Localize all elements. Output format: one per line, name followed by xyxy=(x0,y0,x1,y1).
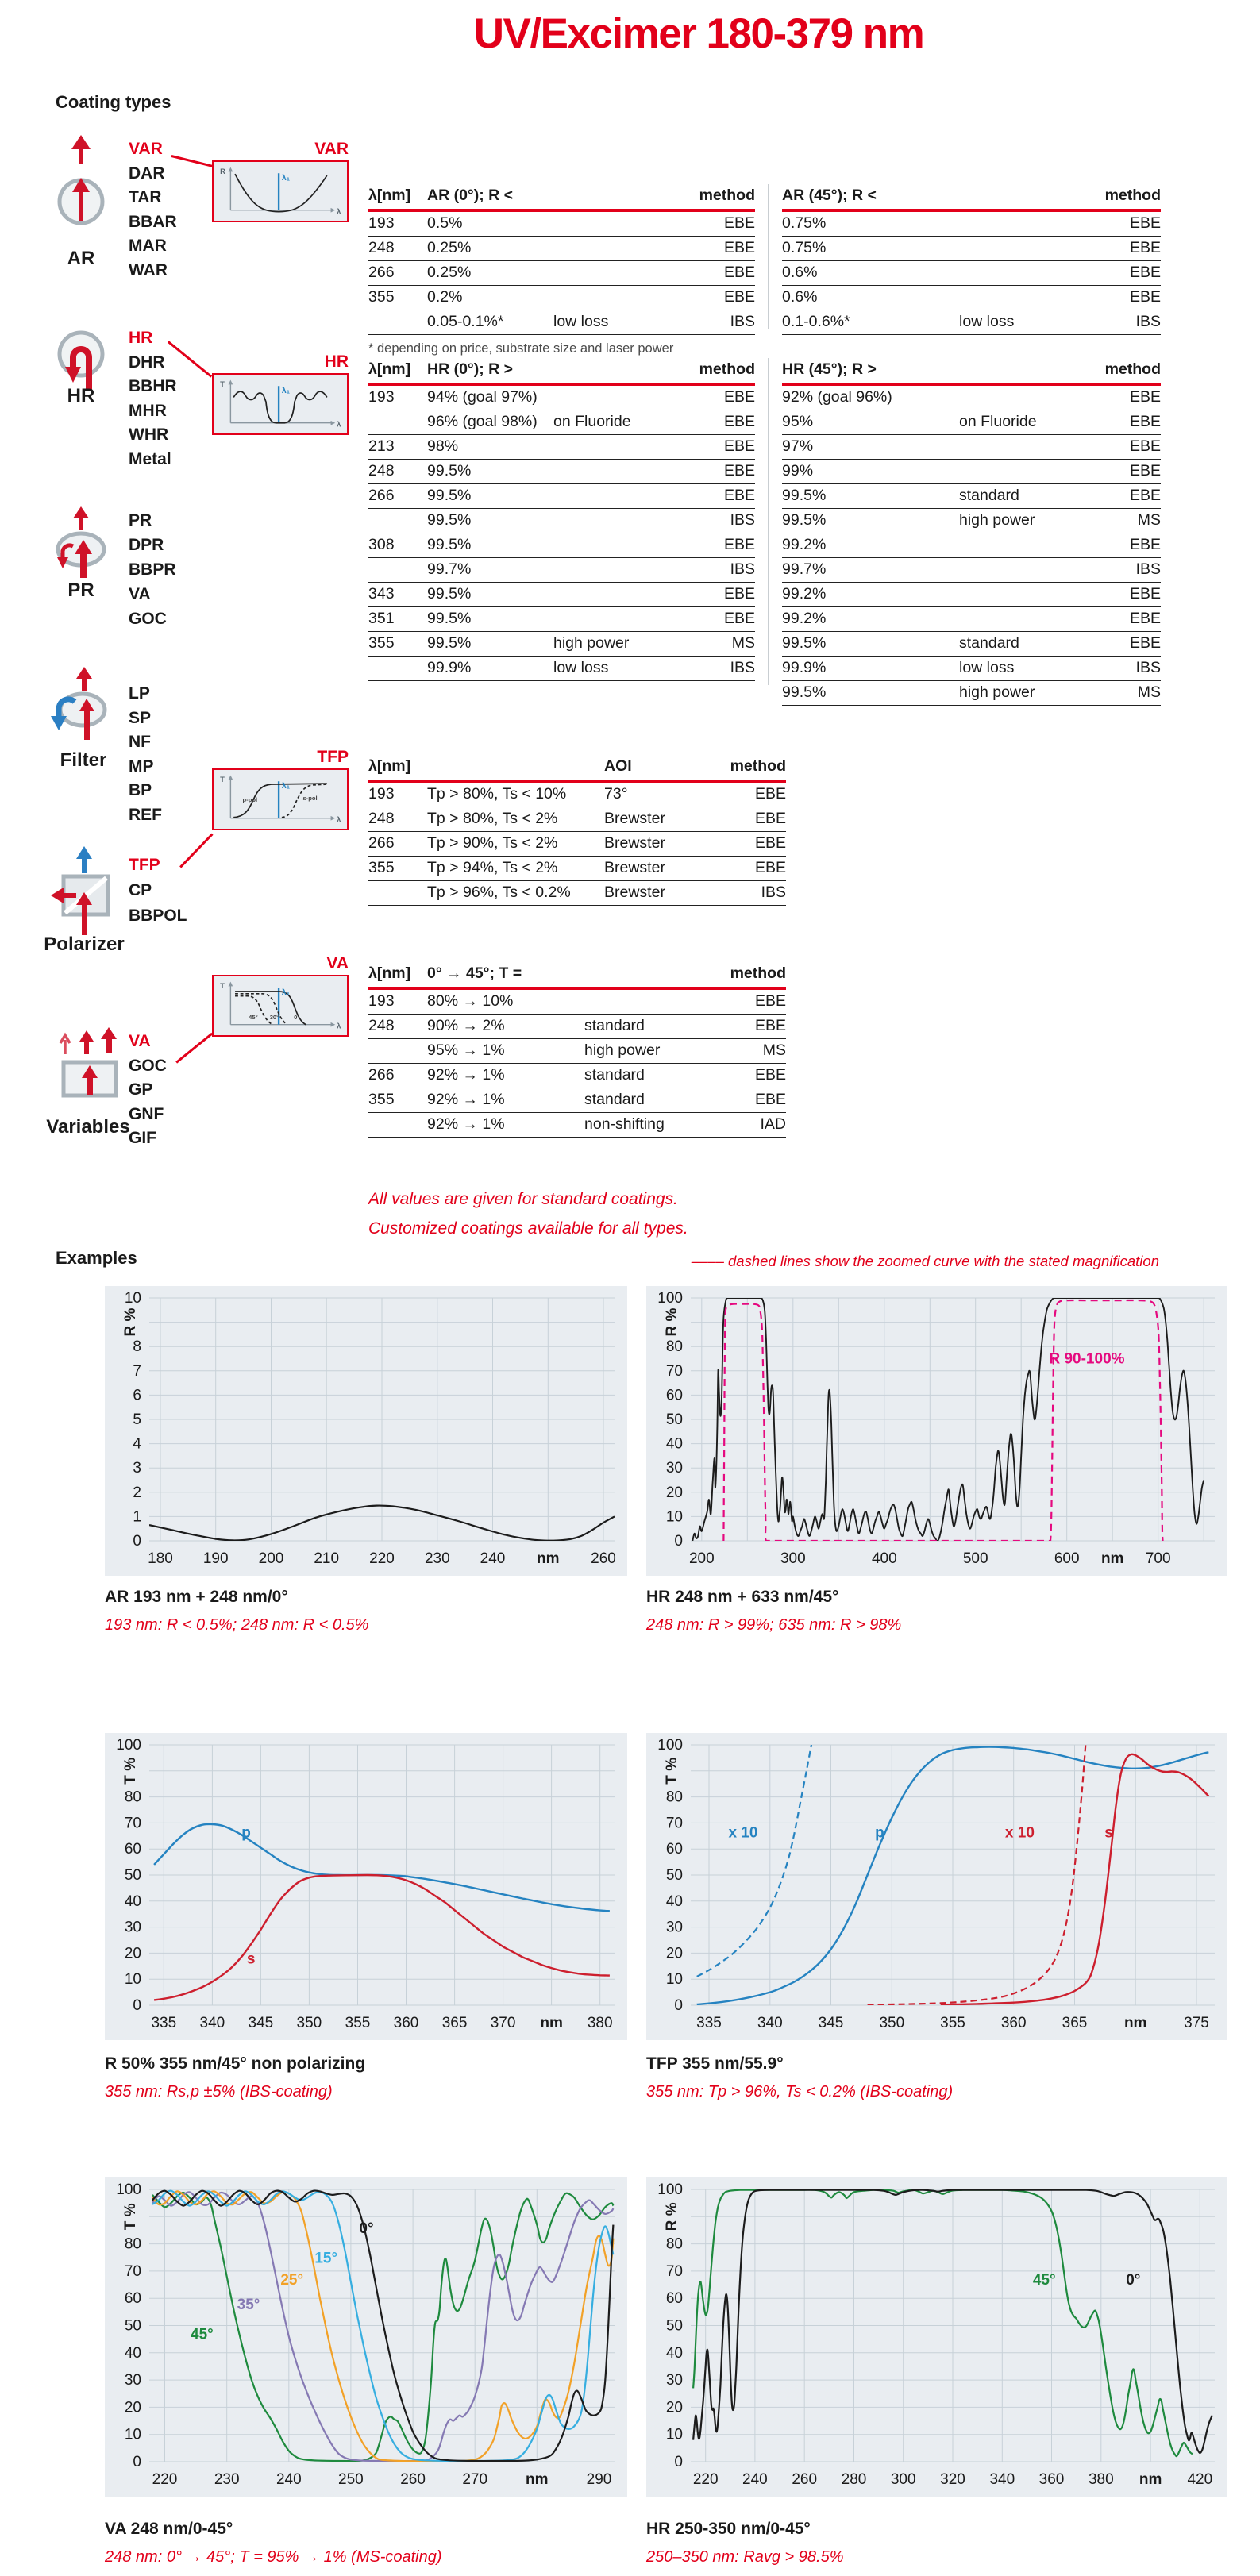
filter-group-label: Filter xyxy=(60,749,107,771)
hr-0deg-table xyxy=(368,355,755,681)
tfp-inset-diagram xyxy=(212,768,349,830)
table-divider xyxy=(768,184,769,329)
svg-text:365: 365 xyxy=(441,2015,468,2031)
table-row: 99.9% low loss IBS xyxy=(368,657,755,681)
chart-title: R 50% 355 nm/45° non polarizing xyxy=(105,2054,366,2073)
coating-type-item: VAR xyxy=(129,140,163,158)
chart-caption: 248 nm: 0° → 45°; T = 95% → 1% (MS-coating) xyxy=(105,2548,442,2566)
table-row: 0.6% EBE xyxy=(782,286,1161,310)
ar-45deg-table-body xyxy=(782,212,1161,335)
svg-text:200: 200 xyxy=(688,1550,715,1567)
pr-group-label: PR xyxy=(67,580,94,601)
svg-text:210: 210 xyxy=(314,1550,340,1567)
svg-text:300: 300 xyxy=(780,1550,806,1567)
svg-text:240: 240 xyxy=(480,1550,506,1567)
coating-type-item: DHR xyxy=(129,352,165,372)
svg-text:100: 100 xyxy=(116,2181,141,2198)
svg-text:s-pol: s-pol xyxy=(302,794,318,802)
chart-va-248 xyxy=(105,2177,627,2497)
svg-text:40: 40 xyxy=(665,1435,683,1453)
va-table-header: λ[nm] 0° → 45°; T = method xyxy=(368,965,786,982)
va-inset-diagram xyxy=(212,975,349,1037)
svg-text:30: 30 xyxy=(665,1919,683,1936)
coating-type-item: DAR xyxy=(129,164,165,183)
table-row: 96% (goal 98%) on Fluoride EBE xyxy=(368,410,755,435)
svg-text:λ: λ xyxy=(337,815,341,825)
coating-type-item: BBPR xyxy=(129,560,176,579)
svg-text:40: 40 xyxy=(665,1893,683,1910)
svg-text:nm: nm xyxy=(526,2471,549,2488)
svg-text:60: 60 xyxy=(665,2290,683,2308)
hr-45deg-table-body xyxy=(782,386,1161,706)
chart-title: TFP 355 nm/55.9° xyxy=(646,2054,784,2073)
table-row: 99.5% standard EBE xyxy=(782,484,1161,509)
filter-type-list xyxy=(129,684,162,830)
table-row: 355 92% → 1% standard EBE xyxy=(368,1088,786,1113)
svg-text:355: 355 xyxy=(940,2015,965,2031)
coating-type-item: GOC xyxy=(129,610,167,628)
page-title: UV/Excimer 180-379 nm xyxy=(473,10,924,57)
svg-text:335: 335 xyxy=(151,2015,177,2031)
svg-text:350: 350 xyxy=(296,2015,322,2031)
svg-text:355: 355 xyxy=(345,2015,371,2031)
svg-text:300: 300 xyxy=(890,2471,916,2488)
svg-text:180: 180 xyxy=(148,1550,173,1567)
svg-text:T %: T % xyxy=(122,1757,139,1785)
svg-text:10: 10 xyxy=(124,1290,141,1307)
variables-group-label: Variables xyxy=(46,1116,130,1138)
table-row: 248 Tp > 80%, Ts < 2% Brewster EBE xyxy=(368,807,786,832)
filter-icon xyxy=(48,667,114,749)
svg-text:R %: R % xyxy=(664,2202,680,2231)
hr-45deg-table-header: HR (45°); R > method xyxy=(782,360,1161,378)
table-row: 193 Tp > 80%, Ts < 10% 73° EBE xyxy=(368,783,786,807)
coating-type-item: BBHR xyxy=(129,377,177,395)
tfp-table-body xyxy=(368,783,786,906)
svg-text:200: 200 xyxy=(258,1550,284,1567)
svg-text:λ: λ xyxy=(337,1022,341,1031)
table-row: 99.7% IBS xyxy=(782,558,1161,583)
svg-text:T %: T % xyxy=(122,2203,139,2231)
svg-text:260: 260 xyxy=(400,2471,426,2488)
table-row: 266 99.5% EBE xyxy=(368,484,755,509)
note-line: Customized coatings available for all types. xyxy=(368,1219,688,1238)
svg-text:250: 250 xyxy=(338,2471,364,2488)
svg-text:290: 290 xyxy=(586,2471,612,2488)
svg-text:5: 5 xyxy=(133,1411,141,1428)
svg-text:30: 30 xyxy=(665,1460,683,1477)
svg-text:340: 340 xyxy=(199,2015,225,2031)
svg-text:50: 50 xyxy=(124,1867,141,1884)
svg-text:0°: 0° xyxy=(359,2220,374,2237)
svg-text:350: 350 xyxy=(879,2015,905,2031)
svg-text:240: 240 xyxy=(276,2471,302,2488)
coating-type-item: REF xyxy=(129,805,162,824)
svg-text:380: 380 xyxy=(587,2015,613,2031)
table-row: 193 0.5% EBE xyxy=(368,212,755,237)
table-row: 92% → 1% non-shifting IAD xyxy=(368,1113,786,1138)
svg-text:270: 270 xyxy=(462,2471,488,2488)
svg-text:x 10: x 10 xyxy=(1004,1824,1035,1842)
svg-text:365: 365 xyxy=(1062,2015,1088,2031)
coating-type-item: VA xyxy=(129,1032,151,1050)
svg-text:T %: T % xyxy=(664,1757,680,1785)
table-row: 355 Tp > 94%, Ts < 2% Brewster EBE xyxy=(368,857,786,881)
svg-text:40: 40 xyxy=(124,2344,141,2362)
table-row: 248 0.25% EBE xyxy=(368,237,755,261)
coating-type-item: TFP xyxy=(129,856,160,874)
coating-types-heading: Coating types xyxy=(56,92,171,112)
coating-type-item: GNF xyxy=(129,1104,164,1123)
table-row: 99.5% IBS xyxy=(368,509,755,533)
table-row: 99.5% standard EBE xyxy=(782,632,1161,657)
hr-0deg-table-body xyxy=(368,386,755,681)
svg-text:70: 70 xyxy=(665,1815,683,1832)
ar-0deg-table-body xyxy=(368,212,755,335)
svg-text:R %: R % xyxy=(664,1307,680,1337)
table-divider xyxy=(768,358,769,685)
chart-title: HR 250-350 nm/0-45° xyxy=(646,2520,811,2538)
chart-hr-250-350 xyxy=(646,2177,1227,2497)
svg-text:50: 50 xyxy=(665,1867,683,1884)
table-row: 308 99.5% EBE xyxy=(368,533,755,558)
svg-text:500: 500 xyxy=(962,1550,988,1567)
va-table xyxy=(368,959,786,1138)
svg-text:10: 10 xyxy=(124,2426,141,2443)
svg-text:260: 260 xyxy=(591,1550,616,1567)
svg-text:p: p xyxy=(875,1824,884,1842)
svg-text:p-pol: p-pol xyxy=(242,795,258,803)
svg-text:0: 0 xyxy=(133,1997,141,2014)
var-inset-diagram xyxy=(212,160,349,222)
svg-text:380: 380 xyxy=(1088,2471,1114,2488)
va-callout-line xyxy=(175,1033,213,1063)
svg-text:T: T xyxy=(220,776,225,785)
pr-type-list xyxy=(129,511,176,634)
ar-group-label: AR xyxy=(67,248,95,269)
tfp-table-header: λ[nm] AOI method xyxy=(368,757,786,775)
svg-text:50: 50 xyxy=(665,2317,683,2335)
hr-inset-diagram xyxy=(212,373,349,435)
table-row: 95% on Fluoride EBE xyxy=(782,410,1161,435)
svg-text:R %: R % xyxy=(122,1307,139,1337)
coating-type-item: NF xyxy=(129,733,151,751)
table-footnote: * depending on price, substrate size and laser power xyxy=(368,341,674,356)
hr-45deg-table xyxy=(782,355,1161,706)
coating-type-item: WHR xyxy=(129,425,169,444)
svg-text:10: 10 xyxy=(665,2426,683,2443)
svg-text:30: 30 xyxy=(124,2372,141,2389)
svg-text:50: 50 xyxy=(665,1411,683,1428)
coating-type-item: WAR xyxy=(129,260,168,279)
ar-type-list xyxy=(129,140,177,285)
svg-text:360: 360 xyxy=(1000,2015,1027,2031)
chart-tfp-355 xyxy=(646,1733,1227,2040)
hr-type-list xyxy=(129,329,177,474)
svg-text:345: 345 xyxy=(818,2015,844,2031)
table-row: 99.2% EBE xyxy=(782,583,1161,607)
svg-text:50: 50 xyxy=(124,2317,141,2335)
svg-text:100: 100 xyxy=(657,1737,683,1754)
svg-text:60: 60 xyxy=(124,1841,141,1858)
coating-type-item: BP xyxy=(129,781,152,799)
table-row: 193 80% → 10% EBE xyxy=(368,990,786,1015)
svg-text:360: 360 xyxy=(393,2015,419,2031)
table-row: 99.5% high power MS xyxy=(782,509,1161,533)
svg-text:220: 220 xyxy=(369,1550,395,1567)
table-row: 92% (goal 96%) EBE xyxy=(782,386,1161,410)
coating-type-item: BBAR xyxy=(129,212,177,231)
svg-text:2: 2 xyxy=(133,1484,141,1501)
svg-text:190: 190 xyxy=(202,1550,229,1567)
polarizer-group-label: Polarizer xyxy=(44,934,125,955)
coating-type-item: CP xyxy=(129,881,152,899)
note-line: All values are given for standard coatings. xyxy=(368,1190,678,1208)
svg-text:35°: 35° xyxy=(237,2296,260,2313)
chart-caption: 250–350 nm: Ravg > 98.5% xyxy=(646,2548,844,2566)
examples-heading: Examples xyxy=(56,1248,137,1268)
chart-title: HR 248 nm + 633 nm/45° xyxy=(646,1588,839,1606)
svg-text:λ: λ xyxy=(337,420,341,429)
svg-text:30: 30 xyxy=(665,2372,683,2389)
svg-text:λ₁: λ₁ xyxy=(281,988,291,997)
svg-text:T: T xyxy=(220,982,225,992)
polarizer-cube-icon xyxy=(46,846,122,938)
chart-caption: 248 nm: R > 99%; 635 nm: R > 98% xyxy=(646,1616,902,1634)
var-inset-badge: VAR xyxy=(314,140,349,158)
svg-text:70: 70 xyxy=(665,1362,683,1380)
hr-group-label: HR xyxy=(67,385,95,406)
svg-text:45°: 45° xyxy=(191,2326,214,2343)
svg-text:45°: 45° xyxy=(249,1014,258,1022)
table-row: 266 92% → 1% standard EBE xyxy=(368,1064,786,1088)
table-row: 0.6% EBE xyxy=(782,261,1161,286)
svg-text:λ: λ xyxy=(337,207,341,217)
table-row: 248 90% → 2% standard EBE xyxy=(368,1015,786,1039)
ar-mirror-icon xyxy=(56,133,106,245)
table-row: 213 98% EBE xyxy=(368,435,755,460)
coating-type-item: GIF xyxy=(129,1129,156,1147)
coating-type-item: BBPOL xyxy=(129,907,187,925)
ar-0deg-table-header: λ[nm] AR (0°); R < method xyxy=(368,187,755,204)
coating-type-item: MAR xyxy=(129,237,167,255)
svg-text:340: 340 xyxy=(989,2471,1015,2488)
svg-text:s: s xyxy=(1104,1824,1113,1842)
svg-text:20: 20 xyxy=(665,2399,683,2416)
table-row: 355 0.2% EBE xyxy=(368,286,755,310)
svg-text:45°: 45° xyxy=(1032,2272,1056,2289)
svg-text:nm: nm xyxy=(1139,2471,1162,2488)
coating-type-item: MHR xyxy=(129,401,167,420)
svg-text:70: 70 xyxy=(124,1815,141,1832)
svg-text:80: 80 xyxy=(124,1789,141,1806)
hr-0deg-table-header: λ[nm] HR (0°); R > method xyxy=(368,360,755,378)
svg-text:335: 335 xyxy=(696,2015,722,2031)
standard-coatings-notes xyxy=(368,1184,688,1243)
svg-text:R: R xyxy=(220,167,225,177)
svg-text:10: 10 xyxy=(665,1508,683,1526)
svg-text:T: T xyxy=(220,380,225,390)
svg-text:100: 100 xyxy=(657,1290,683,1307)
ar-45deg-table xyxy=(782,181,1161,335)
svg-text:s: s xyxy=(246,1950,256,1968)
svg-text:700: 700 xyxy=(1145,1550,1171,1567)
coating-type-item: PR xyxy=(129,511,152,529)
table-row: 351 99.5% EBE xyxy=(368,607,755,632)
polarizer-type-list xyxy=(129,856,187,932)
svg-text:30: 30 xyxy=(124,1919,141,1936)
svg-text:100: 100 xyxy=(116,1737,141,1754)
svg-text:λ₁: λ₁ xyxy=(281,173,291,183)
svg-text:nm: nm xyxy=(537,1550,560,1567)
coating-type-item: DPR xyxy=(129,536,164,554)
table-row: 0.75% EBE xyxy=(782,237,1161,261)
svg-text:80: 80 xyxy=(665,2235,683,2253)
table-row: 99% EBE xyxy=(782,460,1161,484)
svg-text:0: 0 xyxy=(674,1533,683,1550)
svg-text:100: 100 xyxy=(657,2181,683,2198)
svg-text:345: 345 xyxy=(248,2015,274,2031)
table-row: Tp > 96%, Ts < 0.2% Brewster IBS xyxy=(368,881,786,906)
svg-text:375: 375 xyxy=(1184,2015,1209,2031)
chart-caption: 355 nm: Tp > 96%, Ts < 0.2% (IBS-coating) xyxy=(646,2083,954,2100)
chart-title: AR 193 nm + 248 nm/0° xyxy=(105,1588,288,1606)
chart-caption: 193 nm: R < 0.5%; 248 nm: R < 0.5% xyxy=(105,1616,369,1634)
svg-text:80: 80 xyxy=(665,1338,683,1356)
table-row: 99.2% EBE xyxy=(782,533,1161,558)
coating-type-item: VA xyxy=(129,585,151,603)
dashed-lines-legend: –––– dashed lines show the zoomed curve with the stated magnification xyxy=(691,1253,1159,1269)
variables-type-list xyxy=(129,1032,167,1153)
svg-text:x 10: x 10 xyxy=(728,1824,758,1842)
svg-text:3: 3 xyxy=(133,1460,141,1477)
coating-type-item: TAR xyxy=(129,188,162,206)
svg-text:0: 0 xyxy=(674,1997,683,2014)
table-row: 97% EBE xyxy=(782,435,1161,460)
chart-ar-193-248 xyxy=(105,1286,627,1576)
table-row: 99.9% low loss IBS xyxy=(782,657,1161,681)
svg-text:280: 280 xyxy=(841,2471,867,2488)
svg-text:25°: 25° xyxy=(280,2272,304,2289)
svg-text:R 90-100%: R 90-100% xyxy=(1049,1350,1125,1368)
svg-text:0°: 0° xyxy=(294,1014,300,1022)
chart-hr-248-633 xyxy=(646,1286,1227,1576)
table-row: 95% → 1% high power MS xyxy=(368,1039,786,1064)
ar-0deg-table xyxy=(368,181,755,356)
svg-text:230: 230 xyxy=(214,2471,240,2488)
svg-text:10: 10 xyxy=(124,1971,141,1989)
svg-text:60: 60 xyxy=(665,1387,683,1404)
table-row: 248 99.5% EBE xyxy=(368,460,755,484)
svg-text:70: 70 xyxy=(124,2262,141,2280)
hr-inset-badge: HR xyxy=(324,352,349,371)
svg-text:40: 40 xyxy=(124,1893,141,1910)
svg-text:8: 8 xyxy=(133,1338,141,1356)
svg-text:320: 320 xyxy=(940,2471,965,2488)
svg-text:20: 20 xyxy=(124,2399,141,2416)
svg-text:0: 0 xyxy=(133,1533,141,1550)
variables-attenuator-icon xyxy=(48,1022,130,1110)
svg-text:1: 1 xyxy=(133,1508,141,1526)
svg-text:40: 40 xyxy=(665,2344,683,2362)
svg-text:7: 7 xyxy=(133,1362,141,1380)
table-row: 0.75% EBE xyxy=(782,212,1161,237)
svg-text:220: 220 xyxy=(692,2471,719,2488)
svg-text:60: 60 xyxy=(124,2290,141,2308)
table-row: 0.05-0.1%* low loss IBS xyxy=(368,310,755,335)
svg-text:240: 240 xyxy=(742,2471,768,2488)
coating-type-item: GOC xyxy=(129,1056,167,1075)
coating-type-item: Metal xyxy=(129,449,171,468)
svg-text:20: 20 xyxy=(665,1484,683,1501)
svg-text:360: 360 xyxy=(1038,2471,1065,2488)
svg-text:400: 400 xyxy=(871,1550,897,1567)
svg-text:20: 20 xyxy=(124,1945,141,1962)
table-row: 193 94% (goal 97%) EBE xyxy=(368,386,755,410)
table-row: 355 99.5% high power MS xyxy=(368,632,755,657)
svg-text:340: 340 xyxy=(757,2015,783,2031)
table-row: 99.2% EBE xyxy=(782,607,1161,632)
va-inset-badge: VA xyxy=(326,954,349,972)
chart-r50-355 xyxy=(105,1733,627,2040)
svg-text:6: 6 xyxy=(133,1387,141,1404)
tfp-inset-badge: TFP xyxy=(317,748,349,766)
svg-text:370: 370 xyxy=(490,2015,516,2031)
table-row: 343 99.5% EBE xyxy=(368,583,755,607)
va-table-body xyxy=(368,990,786,1138)
svg-text:220: 220 xyxy=(152,2471,178,2488)
svg-text:0: 0 xyxy=(133,2454,141,2470)
svg-text:30°: 30° xyxy=(269,1014,279,1022)
svg-text:0: 0 xyxy=(674,2454,683,2470)
svg-text:nm: nm xyxy=(1100,1550,1124,1567)
svg-text:λ₁: λ₁ xyxy=(281,386,291,395)
ar-45deg-table-header: AR (45°); R < method xyxy=(782,187,1161,204)
svg-text:230: 230 xyxy=(424,1550,450,1567)
coating-type-item: SP xyxy=(129,708,152,727)
svg-text:60: 60 xyxy=(665,1841,683,1858)
table-row: 266 0.25% EBE xyxy=(368,261,755,286)
tfp-table xyxy=(368,752,786,906)
svg-text:20: 20 xyxy=(665,1945,683,1962)
coating-type-item: MP xyxy=(129,757,154,776)
svg-text:15°: 15° xyxy=(314,2250,338,2267)
table-row: 99.7% IBS xyxy=(368,558,755,583)
chart-caption: 355 nm: Rs,p ±5% (IBS-coating) xyxy=(105,2083,333,2100)
svg-text:p: p xyxy=(241,1824,251,1842)
svg-text:4: 4 xyxy=(133,1435,141,1453)
coating-type-item: HR xyxy=(129,329,153,347)
svg-text:80: 80 xyxy=(665,1789,683,1806)
svg-text:80: 80 xyxy=(124,2235,141,2253)
svg-text:260: 260 xyxy=(792,2471,818,2488)
table-row: 0.1-0.6%* low loss IBS xyxy=(782,310,1161,335)
svg-text:λ₁: λ₁ xyxy=(281,781,291,791)
table-row: 266 Tp > 90%, Ts < 2% Brewster EBE xyxy=(368,832,786,857)
coating-type-item: GP xyxy=(129,1080,153,1099)
svg-text:600: 600 xyxy=(1054,1550,1080,1567)
table-row: 99.5% high power MS xyxy=(782,681,1161,706)
coating-type-item: LP xyxy=(129,684,150,703)
svg-text:nm: nm xyxy=(1123,2015,1147,2031)
svg-text:70: 70 xyxy=(665,2262,683,2280)
svg-text:nm: nm xyxy=(540,2015,563,2031)
chart-title: VA 248 nm/0-45° xyxy=(105,2520,233,2538)
svg-text:0°: 0° xyxy=(1126,2272,1141,2289)
svg-text:10: 10 xyxy=(665,1971,683,1989)
svg-text:420: 420 xyxy=(1187,2471,1213,2488)
